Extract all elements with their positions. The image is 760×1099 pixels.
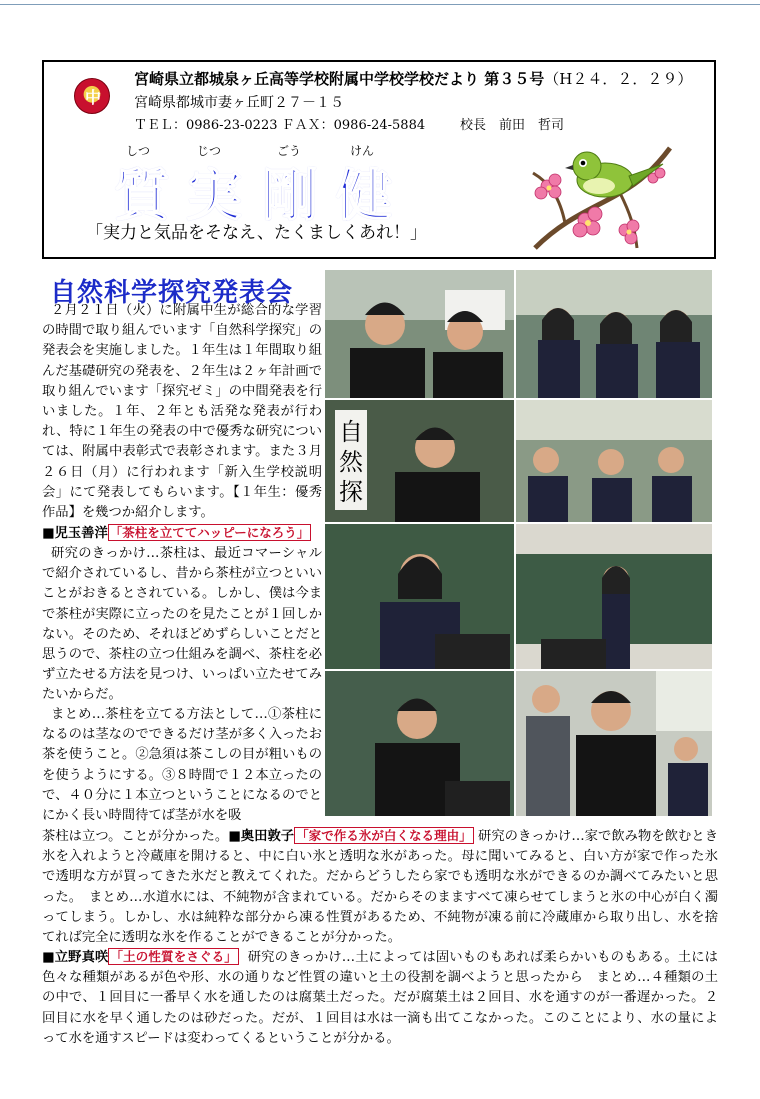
photo-teacher-and-students [516,671,712,816]
student3-section [42,947,718,1049]
tel-fax: ＴＥＬ：0986-23-0223 ＦＡＸ：0986-24-5884 [134,118,426,133]
student2-title: 「家で作る氷が白くなる理由」 [296,828,472,843]
article-title: 自然科学探究発表会 [50,278,294,308]
principal-name: 校長 前田 哲司 [460,118,565,133]
photo-three-girls [516,270,712,398]
photo-two-boys [325,270,514,398]
student3-name: ■立野真咲 [42,950,109,965]
photo-girl-presenting [325,524,514,669]
photo-boy-with-banner [325,400,514,522]
school-address: 宮崎県都城市妻ヶ丘町２７－１５ [134,95,344,111]
motto-ruby-3: ごう [277,144,302,158]
student1-body1: 研究のきっかけ…茶柱は、最近コマーシャルで紹介されているし、昔から茶柱が立つといいことがおきるとされている。しかし、僕は今まで茶柱が実際に立ったのを見たことが１回しかない。そのため、それほどめずらしいことだと思うので、茶柱の立つ仕組みを調べ、茶柱を必ず立たせる方法を見つけ、いっぱい立たせてみたいからだ。 [42,546,322,703]
article-intro: ２月２１日（火）に附属中生が総合的な学習の時間で取り組んでいます「自然科学探究」の発表会を実施しました。１年生は１年間取り組んだ基礎研究の発表を、２年生は２ヶ年計画で取り組んでいます「探究ゼミ」の中間発表を行いました。１年、２年とも活発な発表が行われ、特に１年生の発表の中で優秀な研究については、附属中表彰式で表彰されます。また３月２６日（月）に行われます「新入生学校説明会」にて発表してもらいます。【１年生：優秀作品】を幾つか紹介します。 [42,303,322,521]
banner-char-1: 自 [339,418,363,446]
student2-name: ■奥田敦子 [228,829,295,844]
motto-ruby-4: けん [350,144,375,158]
student3-title: 「土の性質をさぐる」 [110,949,237,964]
photo-boy-at-laptop [325,671,514,816]
motto-char-1: 質 [114,163,170,229]
student1-tail: 茶柱は立つ。ことが分かった。 [42,829,229,844]
motto-ruby-1: しつ [126,144,151,158]
banner-char-2: 然 [339,448,363,476]
banner-char-3: 探 [339,478,363,506]
student1-title: 「茶柱を立ててハッピーになろう」 [109,525,310,540]
motto-char-2: 実 [186,163,242,229]
top-rule [0,4,760,5]
photo-girl-at-board [516,524,712,669]
school-emblem-icon: 中 [74,78,110,114]
photo-seated-girls [516,400,712,522]
motto-char-3: 剛 [262,163,318,229]
school-motto: 「実力と気品をそなえ、たくましくあれ！」 [86,223,428,243]
motto-char-4: 健 [336,163,392,229]
student1-heading [42,523,322,544]
issue-date: （H２４．２．２９） [544,70,693,88]
student2-body: 研究のきっかけ…家で飲み物を飲むとき氷を入れようと冷蔵庫を開けると、中に白い氷と透明な氷があった。母に聞いてみると、白い方が家で作った氷で透明な方が買ってきた氷だと教えてくれた。だからどうしたら家でも透明な氷ができるのか調べてみたいと思った。 まとめ…水道水には、不純物が含まれている。だからそのまますべて凍らせてしまうと氷の中心が白く濁ってしまう。しかし、水は純粋な部分から凍る性質があるため、不純物が凍る前に冷蔵庫から取り出し、水を捨てれば完全に透明な氷を作ることができることが分かった。 [42,829,718,946]
student3-body: 研究のきっかけ…土によっては固いものもあれば柔らかいものもある。土には色々な種類があるが色や形、水の通りなど性質の違いと土の役割を調べようと思ったから まとめ…４種類の土の中で、１回目に一番早く水を通したのは腐葉土だった。だが腐葉土は２回目、水を通すのが一番遅かった。２回目に水を早く通したのは砂だった。だが、１回目は水は一滴も出てこなかった。このことにより、水の量によって水を通すスピードは変わってくるということが分かる。 [42,950,718,1046]
student1-body2: まとめ…茶柱を立てる方法として…①茶柱になるのは茎なのでできるだけ茎が多く入ったお茶を使うこと。②急須は茶こしの目が粗いものを使うようにする。③８時間で１２本立ったので、４０分に１本立つということになるのでとにかく長い時間待てば茎が水を吸 [42,707,322,824]
student1-name: ■児玉善洋 [42,526,108,541]
newsletter-title: 宮崎県立都城泉ヶ丘高等学校附属中学校学校だより 第３５号（H２４．２．２９） [134,70,693,88]
student2-section [42,826,718,948]
motto-ruby-2: じつ [197,144,222,158]
bird-plum-illustration [525,138,675,256]
